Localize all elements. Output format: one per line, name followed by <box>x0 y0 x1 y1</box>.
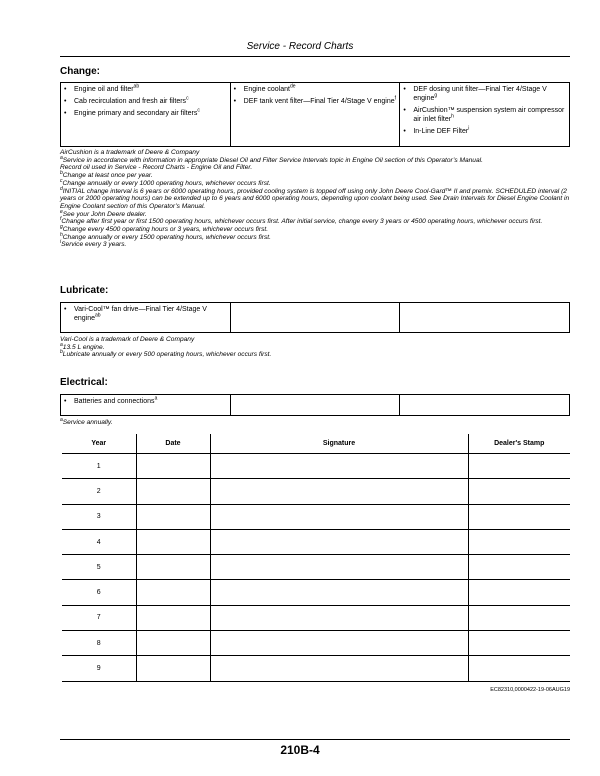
list-item: • Cab recirculation and fresh air filters$^c$ <box>64 95 189 105</box>
list-item: • AirCushion™ suspension system air compressor air inlet filter$^h$ <box>403 107 565 123</box>
dealer-stamp-cell[interactable] <box>468 479 570 504</box>
table-row <box>62 580 570 605</box>
lubricate-column-1 <box>61 303 230 332</box>
change-items-box <box>60 82 570 147</box>
electrical-footnotes <box>60 416 572 427</box>
signature-cell[interactable] <box>210 529 468 554</box>
service-record-table <box>62 434 570 682</box>
table-row <box>62 631 570 656</box>
trademark-note: AirCushion is a trademark of Deere & Company <box>60 149 200 156</box>
electrical-section-title: Electrical: <box>60 377 108 388</box>
page-number: 210B-4 <box>280 743 320 757</box>
year-cell: 5 <box>62 555 136 580</box>
change-section-title: Change: <box>60 66 100 77</box>
signature-cell[interactable] <box>210 479 468 504</box>
list-item: • Engine oil and filter$^{ab}$ <box>64 83 140 93</box>
dealer-stamp-cell[interactable] <box>468 605 570 630</box>
year-cell: 6 <box>62 580 136 605</box>
trademark-note: Vari-Cool is a trademark of Deere & Company <box>60 336 195 343</box>
signature-column-header: Signature <box>210 434 468 454</box>
date-cell[interactable] <box>136 504 210 529</box>
year-cell: 9 <box>62 656 136 681</box>
footnote: $^h$Change annually or every 1500 operating hours, whichever occurs first. <box>60 231 271 241</box>
signature-cell[interactable] <box>210 504 468 529</box>
year-cell: 3 <box>62 504 136 529</box>
footnote: $^a$13.5 L engine. <box>60 341 105 351</box>
dealer-stamp-cell[interactable] <box>468 656 570 681</box>
table-row <box>62 454 570 479</box>
date-cell[interactable] <box>136 454 210 479</box>
footnote: $^a$Service annually. <box>60 416 113 426</box>
electrical-column-3 <box>399 395 569 415</box>
dealer-stamp-cell[interactable] <box>468 580 570 605</box>
year-cell: 1 <box>62 454 136 479</box>
list-item: • Vari-Cool™ fan drive—Final Tier 4/Stage V engine$^{ab}$ <box>64 306 207 322</box>
list-item: • DEF dosing unit filter—Final Tier 4/Stage V engine$^g$ <box>403 86 547 102</box>
date-cell[interactable] <box>136 605 210 630</box>
bullet-icon: • <box>403 128 406 135</box>
lubricate-footnotes <box>60 336 572 359</box>
table-row <box>62 529 570 554</box>
year-cell: 8 <box>62 631 136 656</box>
dealer-stamp-cell[interactable] <box>468 504 570 529</box>
year-cell: 7 <box>62 605 136 630</box>
dealer-stamp-cell[interactable] <box>468 631 570 656</box>
bullet-icon: • <box>64 306 67 313</box>
date-cell[interactable] <box>136 479 210 504</box>
bullet-icon: • <box>64 398 67 405</box>
table-header-row <box>62 434 570 454</box>
lubricate-column-2 <box>230 303 400 332</box>
footnote: $^f$Change after first year or first 1500 operating hours, whichever occurs first. After initial service, change every 3 years or 4500 operating hours, whichever occurs first. <box>60 216 543 226</box>
footnote: $^i$Service every 3 years. <box>60 239 127 249</box>
signature-cell[interactable] <box>210 580 468 605</box>
lubricate-section-title: Lubricate: <box>60 285 109 296</box>
table-row <box>62 504 570 529</box>
date-cell[interactable] <box>136 529 210 554</box>
date-cell[interactable] <box>136 555 210 580</box>
bullet-icon: • <box>403 86 406 93</box>
signature-cell[interactable] <box>210 605 468 630</box>
year-cell: 2 <box>62 479 136 504</box>
electrical-items-box <box>60 394 570 416</box>
document-id: EC82310,0000422-19-06AUG19 <box>490 687 570 693</box>
footer-divider <box>60 739 570 740</box>
page-header-title: Service - Record Charts <box>246 41 354 52</box>
bullet-icon: • <box>233 86 237 93</box>
signature-cell[interactable] <box>210 555 468 580</box>
footnote: $^g$Change every 4500 operating hours or 3 years, whichever occurs first. <box>60 223 269 234</box>
date-cell[interactable] <box>136 631 210 656</box>
signature-cell[interactable] <box>210 454 468 479</box>
table-row <box>62 656 570 681</box>
list-item: • Engine coolant$^{de}$ <box>233 83 296 93</box>
date-column-header: Date <box>136 434 210 454</box>
footnote: $^c$Change annually or every 1000 operating hours, whichever occurs first. <box>60 177 271 187</box>
footnote: $^b$Lubricate annually or every 500 operating hours, whichever occurs first. <box>60 349 272 359</box>
dealer-stamp-column-header: Dealer's Stamp <box>468 434 570 454</box>
footnote: $^a$Service in accordance with information in appropriate Diesel Oil and Filter Service Intervals topic in Engine Oil section of this Operator’s Manual. <box>60 154 483 164</box>
bullet-icon: • <box>64 110 67 117</box>
table-row <box>62 555 570 580</box>
dealer-stamp-cell[interactable] <box>468 454 570 479</box>
date-cell[interactable] <box>136 656 210 681</box>
year-cell: 4 <box>62 529 136 554</box>
footnote: $^d$INITIAL change interval is 6 years or 6000 operating hours, provided cooling system is topped off using only John Deere Cool-Gard™ II and premix. SCHEDULED interval (2 years or 2000 operating hours) can be extended up to 6 years and 6000 operating hours, depending upon coolant being used. See Drain Intervals for Diesel Engine Coolant in Engine Coolant section of this Operator’s Manual. <box>60 185 570 210</box>
date-cell[interactable] <box>136 580 210 605</box>
change-column-1 <box>61 83 230 146</box>
dealer-stamp-cell[interactable] <box>468 555 570 580</box>
list-item: • Batteries and connections$^a$ <box>64 395 158 405</box>
year-column-header: Year <box>62 434 136 454</box>
list-item: • DEF tank vent filter—Final Tier 4/Stage V engine$^f$ <box>233 95 397 105</box>
footnote: $^b$Change at least once per year. <box>60 169 153 180</box>
lubricate-items-box <box>60 302 570 333</box>
electrical-column-2 <box>230 395 400 415</box>
footnote: $^e$See your John Deere dealer. <box>60 208 147 218</box>
bullet-icon: • <box>403 107 406 114</box>
header-divider <box>60 56 570 57</box>
change-column-3 <box>399 83 569 146</box>
bullet-icon: • <box>233 98 237 105</box>
signature-cell[interactable] <box>210 631 468 656</box>
bullet-icon: • <box>64 98 67 105</box>
signature-cell[interactable] <box>210 656 468 681</box>
dealer-stamp-cell[interactable] <box>468 529 570 554</box>
list-item: • Engine primary and secondary air filters$^c$ <box>64 107 200 117</box>
footnote: Record oil used in Service - Record Charts - Engine Oil and Filter. <box>60 164 253 172</box>
table-row <box>62 605 570 630</box>
electrical-column-1 <box>61 395 230 415</box>
lubricate-column-3 <box>399 303 569 332</box>
change-column-2 <box>230 83 400 146</box>
bullet-icon: • <box>64 86 67 93</box>
table-row <box>62 479 570 504</box>
list-item: • In-Line DEF Filter$^i$ <box>403 125 470 135</box>
change-footnotes <box>60 149 572 249</box>
